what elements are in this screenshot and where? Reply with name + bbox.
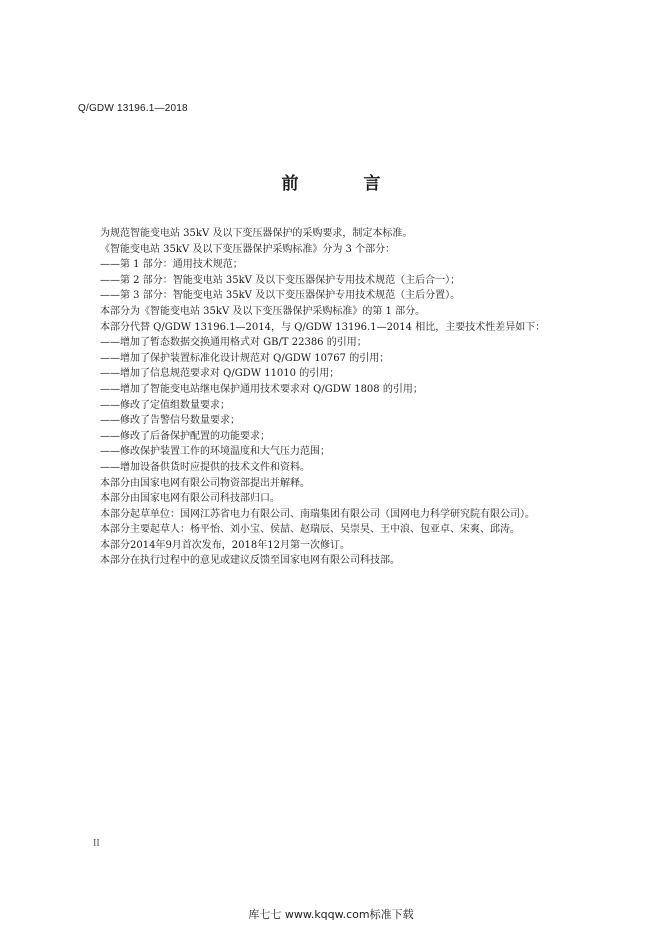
page-number: II <box>93 838 100 849</box>
list-item: ——增加了信息规范要求对 Q/GDW 11010 的引用； <box>100 368 340 380</box>
list-item: ——修改了告警信号数量要求； <box>100 415 240 427</box>
list-item: ——修改了后备保护配置的功能要求； <box>100 430 270 442</box>
paragraph: 本部分主要起草人：杨平怡、刘小宝、侯喆、赵瑞辰、吴崇昊、王中浪、包亚卓、宋爽、邱涛。 <box>100 524 520 536</box>
list-item: ——第 2 部分：智能变电站 35kV 及以下变压器保护专用技术规范（主后合一）； <box>100 274 461 286</box>
foreword-body <box>100 226 600 569</box>
list-item: ——增加了暂态数据交换通用格式对 GB/T 22386 的引用； <box>100 337 367 349</box>
list-item: ——第 3 部分：智能变电站 35kV 及以下变压器保护专用技术规范（主后分置）。 <box>100 290 461 302</box>
document-code: Q/GDW 13196.1—2018 <box>78 103 188 114</box>
list-item: ——修改了定值组数量要求； <box>100 399 230 411</box>
list-item: ——增加了保护装置标准化设计规范对 Q/GDW 10767 的引用； <box>100 352 390 364</box>
paragraph: 本部分起草单位：国网江苏省电力有限公司、南瑞集团有限公司（国网电力科学研究院有限公司）。 <box>100 508 535 520</box>
list-item: ——修改保护装置工作的环境温度和大气压力范围； <box>100 446 330 458</box>
paragraph: 《智能变电站 35kV 及以下变压器保护采购标准》分为 3 个部分： <box>100 243 396 255</box>
paragraph: 本部分代替 Q/GDW 13196.1—2014，与 Q/GDW 13196.1—2014 相比，主要技术性差异如下： <box>100 321 546 333</box>
list-item: ——增加了智能变电站继电保护通用技术要求对 Q/GDW 1808 的引用； <box>100 383 423 395</box>
footer-watermark: 库七七 www.kqqw.com标准下载 <box>248 908 414 921</box>
paragraph: 为规范智能变电站 35kV 及以下变压器保护的采购要求，制定本标准。 <box>100 228 413 239</box>
paragraph: 本部分为《智能变电站 35kV 及以下变压器保护采购标准》的第 1 部分。 <box>100 305 426 317</box>
paragraph: 本部分在执行过程中的意见或建议反馈至国家电网有限公司科技部。 <box>100 555 400 567</box>
paragraph: 本部分由国家电网有限公司科技部归口。 <box>100 493 280 505</box>
list-item: ——增加设备供货时应提供的技术文件和资料。 <box>100 461 310 473</box>
page-title: 前 言 <box>281 174 405 194</box>
paragraph: 本部分2014年9月首次发布，2018年12月第一次修订。 <box>100 539 350 551</box>
list-item: ——第 1 部分：通用技术规范； <box>100 259 243 271</box>
paragraph: 本部分由国家电网有限公司物资部提出并解释。 <box>100 477 310 489</box>
